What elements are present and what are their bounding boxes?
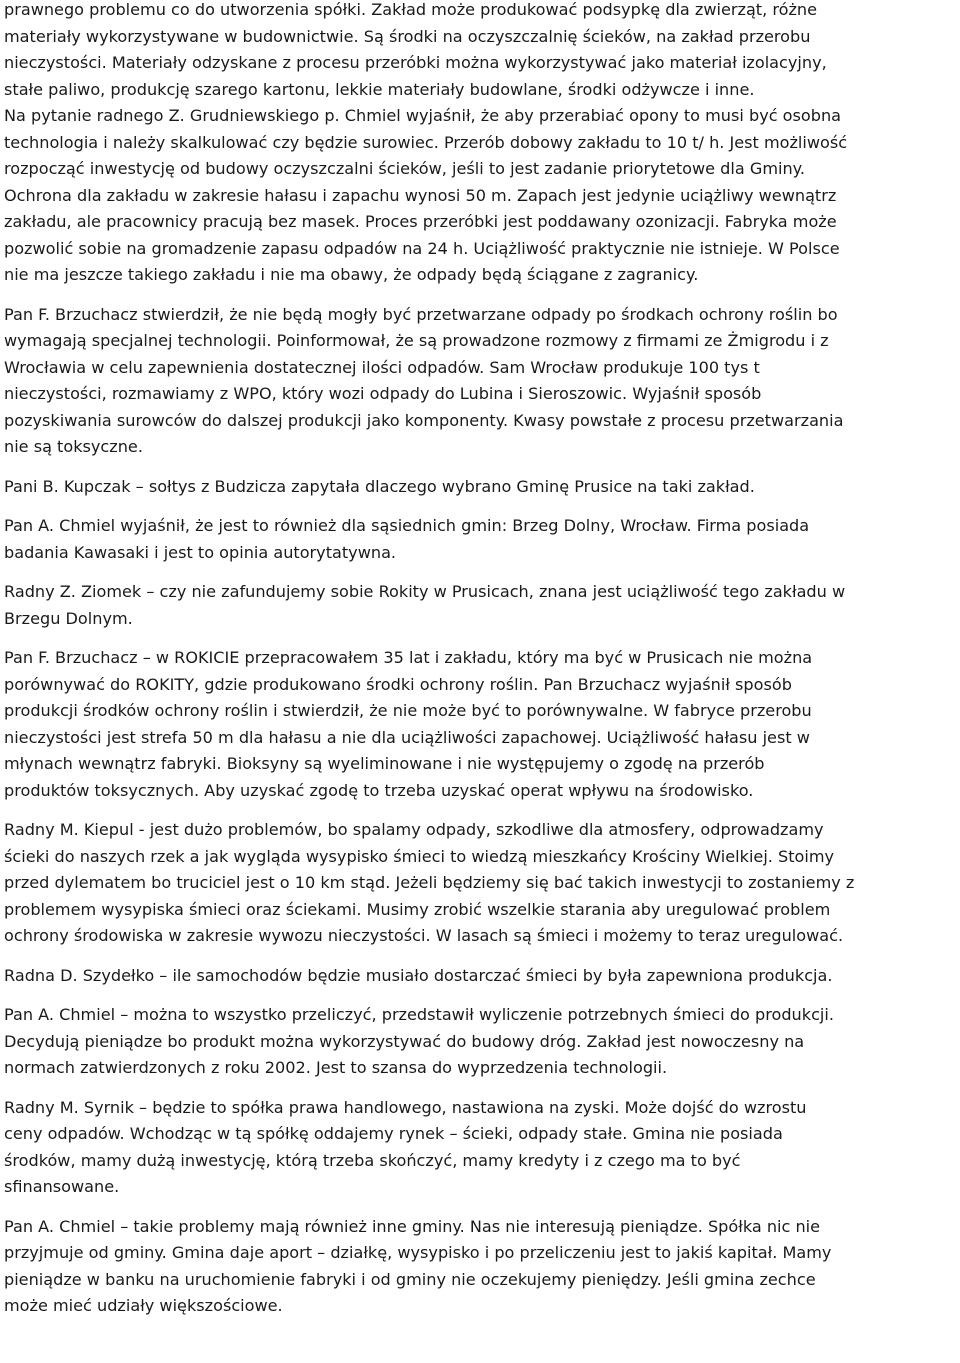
text-line: Ochrona dla zakładu w zakresie hałasu i zapachu wynosi 50 m. Zapach jest jedynie uciążliwy wewnątrz: [4, 185, 837, 205]
text-line: Pan F. Brzuchacz – w ROKICIE przepracowałem 35 lat i zakładu, który ma być w Prusicach nie można: [4, 648, 813, 667]
paragraph: [4, 302, 959, 461]
text-line: sfinansowane.: [4, 1177, 120, 1196]
text-line: nie ma jeszcze takiego zakładu i nie ma obawy, że odpady będą ściągane z zagranicy.: [4, 265, 699, 284]
text-line: badania Kawasaki i jest to opinia autorytatywna.: [4, 542, 397, 562]
text-line: Brzegu Dolnym.: [4, 608, 133, 628]
text-line: Radny Z. Ziomek – czy nie zafundujemy sobie Rokity w Prusicach, znana jest uciążliwość tego zakładu w: [4, 582, 846, 601]
paragraph: [4, 513, 959, 566]
text-line: Na pytanie radnego Z. Grudniewskiego p. Chmiel wyjaśnił, że aby przerabiać opony to musi być osobna: [4, 106, 842, 125]
text-line: Decydują pieniądze bo produkt można wykorzystywać do budowy dróg. Zakład jest nowoczesny na: [4, 1031, 805, 1051]
text-line: materiały wykorzystywane w budownictwie. Są środki na oczyszczalnię ścieków, na zakład przerobu: [4, 26, 811, 46]
text-line: produktów toksycznych. Aby uzyskać zgodę to trzeba uzyskać operat wpływu na środowisko.: [4, 780, 754, 800]
text-line: problemem wysypiska śmieci oraz ściekami. Musimy zrobić wszelkie starania aby uregulować problem: [4, 899, 831, 919]
text-line: Radny M. Kiepul - jest dużo problemów, bo spalamy odpady, szkodliwe dla atmosfery, odprowadzamy: [4, 820, 824, 839]
text-line: rozpocząć inwestycję od budowy oczyszczalni ścieków, jeśli to jest zadanie priorytetowe dla Gminy.: [4, 159, 806, 178]
text-line: Pan A. Chmiel – takie problemy mają również inne gminy. Nas nie interesują pieniądze. Spółka nic nie: [4, 1216, 821, 1236]
text-line: zakładu, ale pracownicy pracują bez masek. Proces przeróbki jest poddawany ozonizacji. Fabryka może: [4, 212, 837, 231]
text-line: Pan A. Chmiel wyjaśnił, że jest to również dla sąsiednich gmin: Brzeg Dolny, Wrocław. Firma posiada: [4, 516, 810, 535]
text-line: pieniądze w banku na uruchomienie fabryki i od gminy nie oczekujemy pieniędzy. Jeśli gmina zechce: [4, 1269, 816, 1289]
text-line: prawnego problemu co do utworzenia spółki. Zakład może produkować podsypkę dla zwierząt, różne: [4, 0, 818, 19]
document-page: [4, 0, 959, 1333]
text-line: ścieki do naszych rzek a jak wygląda wysypisko śmieci to wiedzą mieszkańcy Krościny Wielkiej. Stoimy: [4, 846, 835, 866]
paragraph: [4, 579, 959, 632]
text-line: Radny M. Syrnik – będzie to spółka prawa handlowego, nastawiona na zyski. Może dojść do wzrostu: [4, 1097, 807, 1117]
paragraph: [4, 963, 959, 990]
text-line: wymagają specjalnej technologii. Poinformował, że są prowadzone rozmowy z firmami ze Żmigrodu i z: [4, 331, 829, 350]
text-line: Wrocławia w celu zapewnienia dostatecznej ilości odpadów. Sam Wrocław produkuje 100 tys t: [4, 357, 760, 377]
text-line: technologia i należy skalkulować czy będzie surowiec. Przerób dobowy zakładu to 10 t/ h. Jest możliwość: [4, 132, 848, 152]
text-line: Pan A. Chmiel – można to wszystko przeliczyć, przedstawił wyliczenie potrzebnych śmieci do produkcji.: [4, 1005, 834, 1024]
text-line: normach zatwierdzonych z roku 2002. Jest to szansa do wyprzedzenia technologii.: [4, 1058, 668, 1077]
text-line: Radna D. Szydełko – ile samochodów będzie musiało dostarczać śmieci by była zapewniona produkcja.: [4, 965, 833, 985]
text-line: nie są toksyczne.: [4, 437, 143, 456]
text-line: porównywać do ROKITY, gdzie produkowano środki ochrony roślin. Pan Brzuchacz wyjaśnił sposób: [4, 674, 792, 694]
text-line: środków, mamy dużą inwestycję, którą trzeba skończyć, mamy kredyty i z czego ma to być: [4, 1150, 741, 1170]
paragraph: [4, 1002, 959, 1082]
text-line: stałe paliwo, produkcję szarego kartonu, lekkie materiały budowlane, środki odżywcze i inne.: [4, 79, 755, 99]
text-line: nieczystości, rozmawiamy z WPO, który wozi odpady do Lubina i Sieroszowic. Wyjaśnił sposób: [4, 384, 762, 403]
text-line: produkcji środków ochrony roślin i stwierdził, że nie może być to porównywalne. W fabryce przerobu: [4, 701, 812, 720]
text-line: może mieć udziały większościowe.: [4, 1296, 283, 1315]
text-line: Pan F. Brzuchacz stwierdził, że nie będą mogły być przetwarzane odpady po środkach ochrony roślin bo: [4, 304, 838, 324]
text-line: ceny odpadów. Wchodząc w tą spółkę oddajemy rynek – ścieki, odpady stałe. Gmina nie posiada: [4, 1124, 783, 1143]
paragraph: [4, 645, 959, 804]
paragraph: [4, 1095, 959, 1201]
text-line: młynach wewnątrz fabryki. Bioksyny są wyeliminowane i nie występujemy o zgodę na przerób: [4, 754, 765, 773]
paragraph: [4, 474, 959, 501]
text-line: nieczystości jest strefa 50 m dla hałasu a nie dla uciążliwości zapachowej. Uciążliwość hałasu jest w: [4, 727, 810, 747]
text-line: przed dylematem bo truciciel jest o 10 km stąd. Jeżeli będziemy się bać takich inwestycji to zostaniemy z: [4, 873, 855, 892]
paragraph: [4, 817, 959, 950]
text-line: Pani B. Kupczak – sołtys z Budzicza zapytała dlaczego wybrano Gminę Prusice na taki zakład.: [4, 476, 755, 496]
text-line: nieczystości. Materiały odzyskane z procesu przeróbki można wykorzystywać jako materiał izolacyjny,: [4, 53, 827, 72]
paragraph: [4, 0, 959, 289]
text-line: ochrony środowiska w zakresie wywozu nieczystości. W lasach są śmieci i możemy to teraz uregulować.: [4, 926, 844, 945]
paragraph: [4, 1214, 959, 1320]
text-line: przyjmuje od gminy. Gmina daje aport – działkę, wysypisko i po przeliczeniu jest to jakiś kapitał. Mamy: [4, 1243, 832, 1262]
text-line: pozwolić sobie na gromadzenie zapasu odpadów na 24 h. Uciążliwość praktycznie nie istnieje. W Polsce: [4, 238, 840, 258]
text-line: pozyskiwania surowców do dalszej produkcji jako komponenty. Kwasy powstałe z procesu przetwarzania: [4, 410, 844, 430]
